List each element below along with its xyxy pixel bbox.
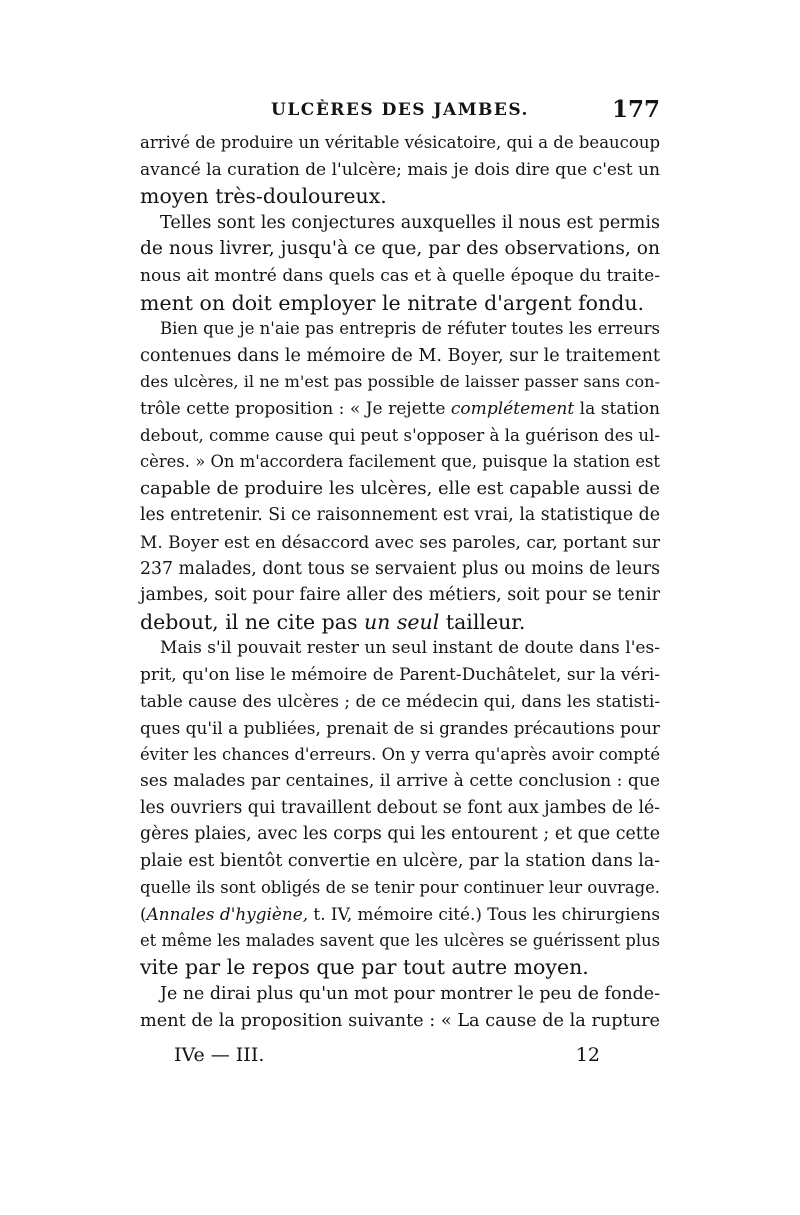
italic-text: complétement: [450, 398, 575, 419]
signature-number: 12: [575, 1044, 600, 1066]
text-segment: M. Boyer est en désaccord avec ses paroles, car, portant sur: [140, 531, 660, 552]
text-segment: éviter les chances d'erreurs. On y verra qu'après avoir compté: [140, 744, 660, 764]
text-segment: Mais s'il pouvait rester un seul instant de doute dans l'es-: [160, 638, 660, 659]
text-segment: tailleur.: [439, 609, 526, 634]
text-line: [140, 1008, 660, 1035]
text-line: [140, 529, 660, 556]
text-segment: ques qu'il a publiées, prenait de si grandes précautions pour: [140, 718, 660, 739]
text-segment: ses malades par centaines, il arrive à cette conclusion : que: [140, 771, 660, 792]
text-line: [140, 183, 660, 210]
text-segment: contenues dans le mémoire de M. Boyer, sur le traitement: [140, 345, 660, 366]
text-line: [140, 954, 660, 981]
text-line: [140, 130, 660, 157]
text-line: [140, 236, 660, 263]
text-segment: les ouvriers qui travaillent debout se font aux jambes de lé-: [140, 797, 660, 818]
text-line: [140, 875, 660, 902]
text-line: [140, 848, 660, 875]
text-segment: gères plaies, avec les corps qui les entourent ; et que cette: [140, 824, 660, 845]
text-segment: prit, qu'on lise le mémoire de Parent-Duchâtelet, sur la véri-: [140, 664, 660, 685]
text-line: [140, 901, 660, 928]
text-segment: la station: [574, 398, 660, 419]
text-line: [140, 316, 660, 343]
text-line: [140, 635, 660, 662]
text-segment: t. IV, mémoire cité.) Tous les chirurgiens: [308, 904, 660, 925]
text-line: [140, 768, 660, 795]
text-segment: Je ne dirai plus qu'un mot pour montrer le peu de fonde-: [160, 984, 660, 1004]
text-segment: debout, il ne cite pas: [140, 609, 364, 634]
text-segment: trôle cette proposition : « Je rejette: [140, 398, 451, 419]
text-line: [140, 715, 660, 742]
text-line: [140, 476, 660, 503]
text-segment: capable de produire les ulcères, elle est capable aussi de: [140, 477, 660, 499]
text-segment: Telles sont les conjectures auxquelles il nous est permis: [160, 212, 660, 233]
running-head: [140, 96, 660, 126]
running-title: ULCÈRES DES JAMBES.: [271, 100, 529, 120]
text-segment: avancé la curation de l'ulcère; mais je dois dire que c'est un: [140, 159, 661, 180]
text-line: [140, 821, 660, 848]
text-segment: table cause des ulcères ; de ce médecin qui, dans les statisti-: [140, 691, 660, 712]
text-line: [140, 795, 660, 822]
text-line: [140, 290, 660, 317]
text-segment: ment on doit employer le nitrate d'argent fondu.: [140, 290, 645, 315]
text-segment: nous ait montré dans quels cas et à quelle époque du traite-: [140, 265, 660, 286]
printer-signature: [140, 1044, 660, 1070]
body-text: [140, 130, 660, 1034]
text-segment: Bien que je n'aie pas entrepris de réfuter toutes les erreurs: [160, 319, 660, 339]
text-segment: de nous livrer, jusqu'à ce que, par des observations, on: [140, 238, 660, 260]
text-line: [140, 556, 660, 583]
text-segment: arrivé de produire un véritable vésicatoire, qui a de beaucoup: [140, 133, 661, 152]
text-segment: cères. » On m'accordera facilement que, puisque la station est: [140, 452, 660, 472]
text-segment: ment de la proposition suivante : « La cause de la rupture: [140, 1010, 660, 1031]
text-line: [140, 423, 660, 450]
text-segment: (: [140, 904, 147, 925]
italic-text: Annales d'hygiène,: [146, 904, 309, 925]
text-segment: les entretenir. Si ce raisonnement est vrai, la statistique de: [140, 505, 660, 526]
italic-text: un seul: [363, 609, 440, 634]
text-line: [140, 981, 660, 1008]
text-segment: et même les malades savent que les ulcères se guérissent plus: [140, 930, 660, 950]
text-line: [140, 449, 660, 476]
text-line: [140, 343, 660, 370]
text-line: [140, 157, 660, 184]
text-segment: quelle ils sont obligés de se tenir pour continuer leur ouvrage.: [140, 877, 660, 897]
text-segment: des ulcères, il ne m'est pas possible de laisser passer sans con-: [140, 372, 660, 392]
text-line: [140, 502, 660, 529]
page-number: 177: [611, 96, 660, 123]
text-line: [140, 582, 660, 609]
text-segment: jambes, soit pour faire aller des métiers, soit pour se tenir: [140, 585, 660, 606]
text-line: [140, 742, 660, 769]
text-line: [140, 662, 660, 689]
text-segment: vite par le repos que par tout autre moyen.: [140, 955, 589, 980]
text-segment: debout, comme cause qui peut s'opposer à la guérison des ul-: [140, 425, 660, 445]
text-line: [140, 928, 660, 955]
text-line: [140, 369, 660, 396]
text-line: [140, 396, 660, 423]
signature-mark: IVe — III.: [174, 1044, 265, 1066]
text-line: [140, 210, 660, 237]
text-line: [140, 609, 660, 636]
text-line: [140, 263, 660, 290]
text-segment: 237 malades, dont tous se servaient plus ou moins de leurs: [140, 558, 660, 579]
text-line: [140, 688, 660, 715]
text-segment: moyen très-douloureux.: [140, 184, 387, 209]
text-segment: plaie est bientôt convertie en ulcère, par la station dans la-: [140, 851, 660, 872]
